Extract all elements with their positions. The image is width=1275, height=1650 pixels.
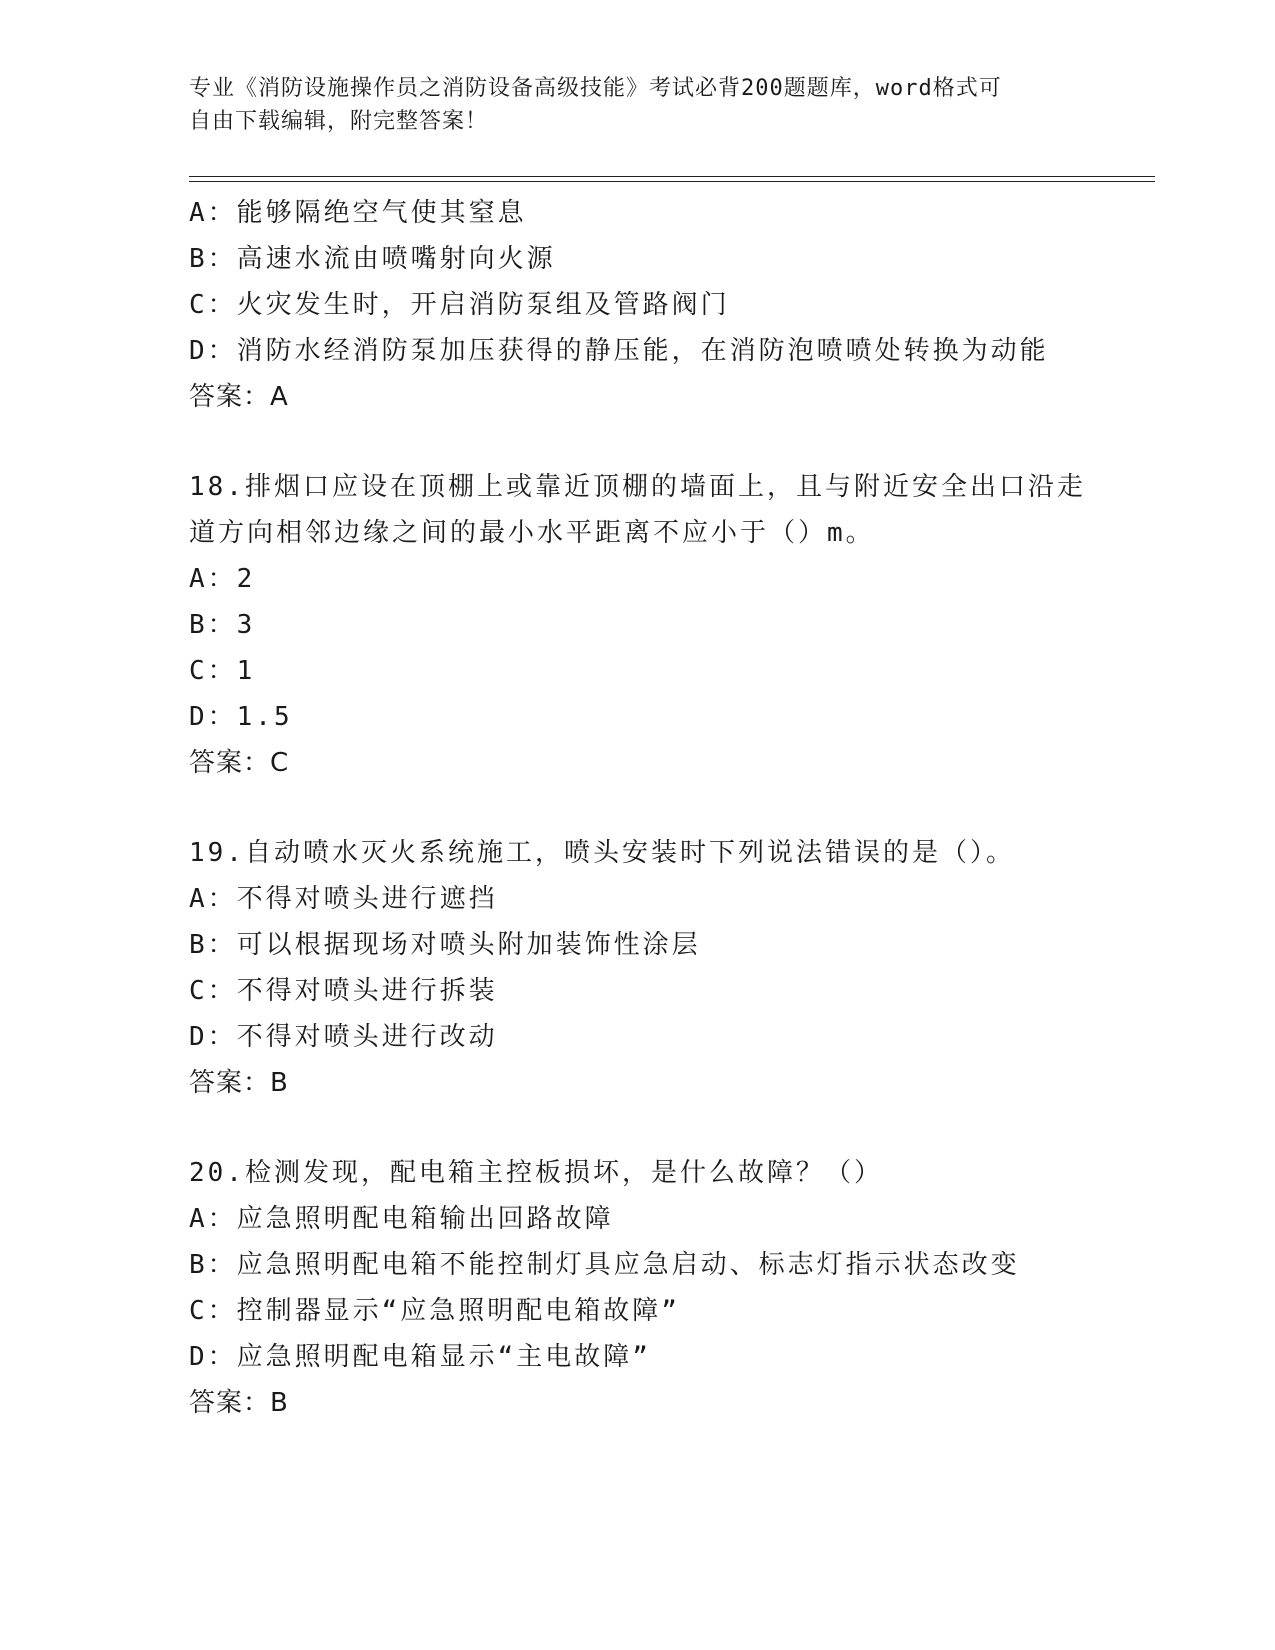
question-list	[189, 190, 1149, 1426]
option-a: A：2	[189, 564, 256, 594]
question-block-19	[189, 830, 1149, 1106]
answer-line: 答案：B	[189, 1068, 289, 1098]
header-line-1: 专业《消防设施操作员之消防设备高级技能》考试必背200题题库，word格式可	[189, 76, 1002, 101]
option-a: A：应急照明配电箱输出回路故障	[189, 1204, 614, 1234]
option-a: A：能够隔绝空气使其窒息	[189, 198, 527, 228]
option-b: B：可以根据现场对喷头附加装饰性涂层	[189, 930, 701, 960]
answer-line: 答案：C	[189, 748, 290, 778]
spacer	[189, 1106, 1149, 1150]
option-d: D：消防水经消防泵加压获得的静压能，在消防泡喷喷处转换为动能	[189, 336, 1049, 366]
option-c: C：1	[189, 656, 256, 686]
question-block-prev	[189, 190, 1149, 420]
option-d: D：不得对喷头进行改动	[189, 1022, 498, 1052]
question-block-20	[189, 1150, 1149, 1426]
question-stem-line: 19.自动喷水灭火系统施工，喷头安装时下列说法错误的是（）。	[189, 838, 1015, 868]
option-b: B：高速水流由喷嘴射向火源	[189, 244, 556, 274]
answer-line: 答案：A	[189, 382, 289, 412]
header-divider-top	[189, 176, 1155, 177]
option-d: D：应急照明配电箱显示“主电故障”	[189, 1342, 651, 1372]
answer-line: 答案：B	[189, 1388, 289, 1418]
option-a: A：不得对喷头进行遮挡	[189, 884, 498, 914]
option-b: B：3	[189, 610, 256, 640]
option-c: C：不得对喷头进行拆装	[189, 976, 498, 1006]
question-stem-line: 20.检测发现，配电箱主控板损坏，是什么故障？（）	[189, 1158, 883, 1188]
header-divider-bottom	[189, 181, 1155, 182]
spacer	[189, 786, 1149, 830]
question-block-18	[189, 464, 1149, 786]
option-c: C：火灾发生时，开启消防泵组及管路阀门	[189, 290, 730, 320]
question-stem-line: 道方向相邻边缘之间的最小水平距离不应小于（）m。	[189, 518, 875, 548]
option-c: C：控制器显示“应急照明配电箱故障”	[189, 1296, 680, 1326]
document-header	[189, 72, 1089, 138]
option-d: D：1.5	[189, 702, 293, 732]
header-line-2: 自由下载编辑，附完整答案！	[189, 109, 489, 134]
option-b: B：应急照明配电箱不能控制灯具应急启动、标志灯指示状态改变	[189, 1250, 1020, 1280]
question-stem-line: 18.排烟口应设在顶棚上或靠近顶棚的墙面上，且与附近安全出口沿走	[189, 472, 1086, 502]
spacer	[189, 420, 1149, 464]
